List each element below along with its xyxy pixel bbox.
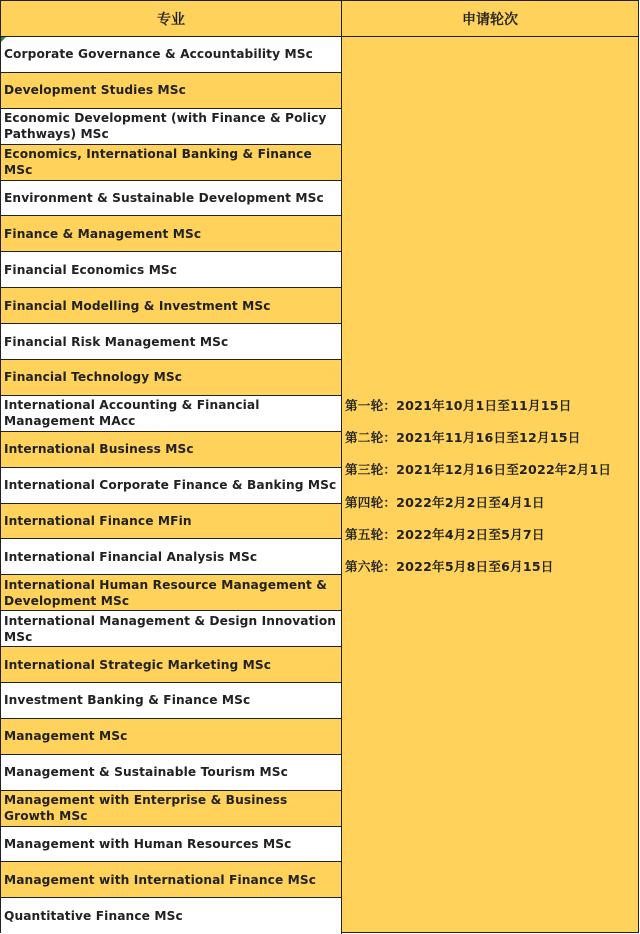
table-row: International Financial Analysis MSc bbox=[1, 539, 341, 575]
rounds-cell bbox=[342, 37, 638, 932]
table-row: International Finance MFin bbox=[1, 504, 341, 540]
table-row: Financial Modelling & Investment MSc bbox=[1, 288, 341, 324]
table-row: Financial Technology MSc bbox=[1, 360, 341, 396]
table-row: Quantitative Finance MSc bbox=[1, 898, 341, 934]
major-list bbox=[1, 37, 342, 934]
table-header bbox=[1, 1, 638, 37]
table-row: Financial Economics MSc bbox=[1, 252, 341, 288]
table-row: Management MSc bbox=[1, 719, 341, 755]
header-major: 专业 bbox=[1, 1, 342, 36]
round-list bbox=[345, 395, 611, 588]
round-item: 第五轮：2022年4月2日至5月7日 bbox=[345, 526, 545, 542]
table-row: Management with International Finance MSc bbox=[1, 862, 341, 898]
round-item: 第一轮：2021年10月1日至11月15日 bbox=[345, 398, 572, 413]
round-item: 第二轮：2021年11月16日至12月15日 bbox=[345, 430, 581, 446]
round-item: 第六轮：2022年5月8日至6月15日 bbox=[345, 558, 554, 574]
table-row: Management with Human Resources MSc bbox=[1, 827, 341, 863]
table-row: Management & Sustainable Tourism MSc bbox=[1, 755, 341, 791]
header-rounds: 申请轮次 bbox=[462, 11, 518, 28]
table-row: Economic Development (with Finance & Policy Pathways) MSc bbox=[1, 109, 341, 145]
table-row: International Human Resource Management & Development MSc bbox=[1, 575, 341, 611]
table-row: Environment & Sustainable Development MSc bbox=[1, 181, 341, 217]
table-row: Management with Enterprise & Business Growth MSc bbox=[1, 791, 341, 827]
table-row: Development Studies MSc bbox=[1, 73, 341, 109]
table-row: Investment Banking & Finance MSc bbox=[1, 683, 341, 719]
round-item: 第三轮：2021年12月16日至2022年2月1日 bbox=[345, 462, 612, 478]
table-row: International Management & Design Innovation MSc bbox=[1, 611, 341, 647]
table-row: Financial Risk Management MSc bbox=[1, 324, 341, 360]
table-row: International Strategic Marketing MSc bbox=[1, 647, 341, 683]
table-row: International Corporate Finance & Banking MSc bbox=[1, 468, 341, 504]
cell-corner-mark bbox=[1, 37, 6, 42]
table-row: Corporate Governance & Accountability MSc bbox=[1, 37, 341, 73]
table-row: Finance & Management MSc bbox=[1, 216, 341, 252]
table-row: International Accounting & Financial Management MAcc bbox=[1, 396, 341, 432]
table-row: Economics, International Banking & Finance MSc bbox=[1, 145, 341, 181]
round-item: 第四轮：2022年2月2日至4月1日 bbox=[345, 494, 545, 510]
table-row: International Business MSc bbox=[1, 432, 341, 468]
